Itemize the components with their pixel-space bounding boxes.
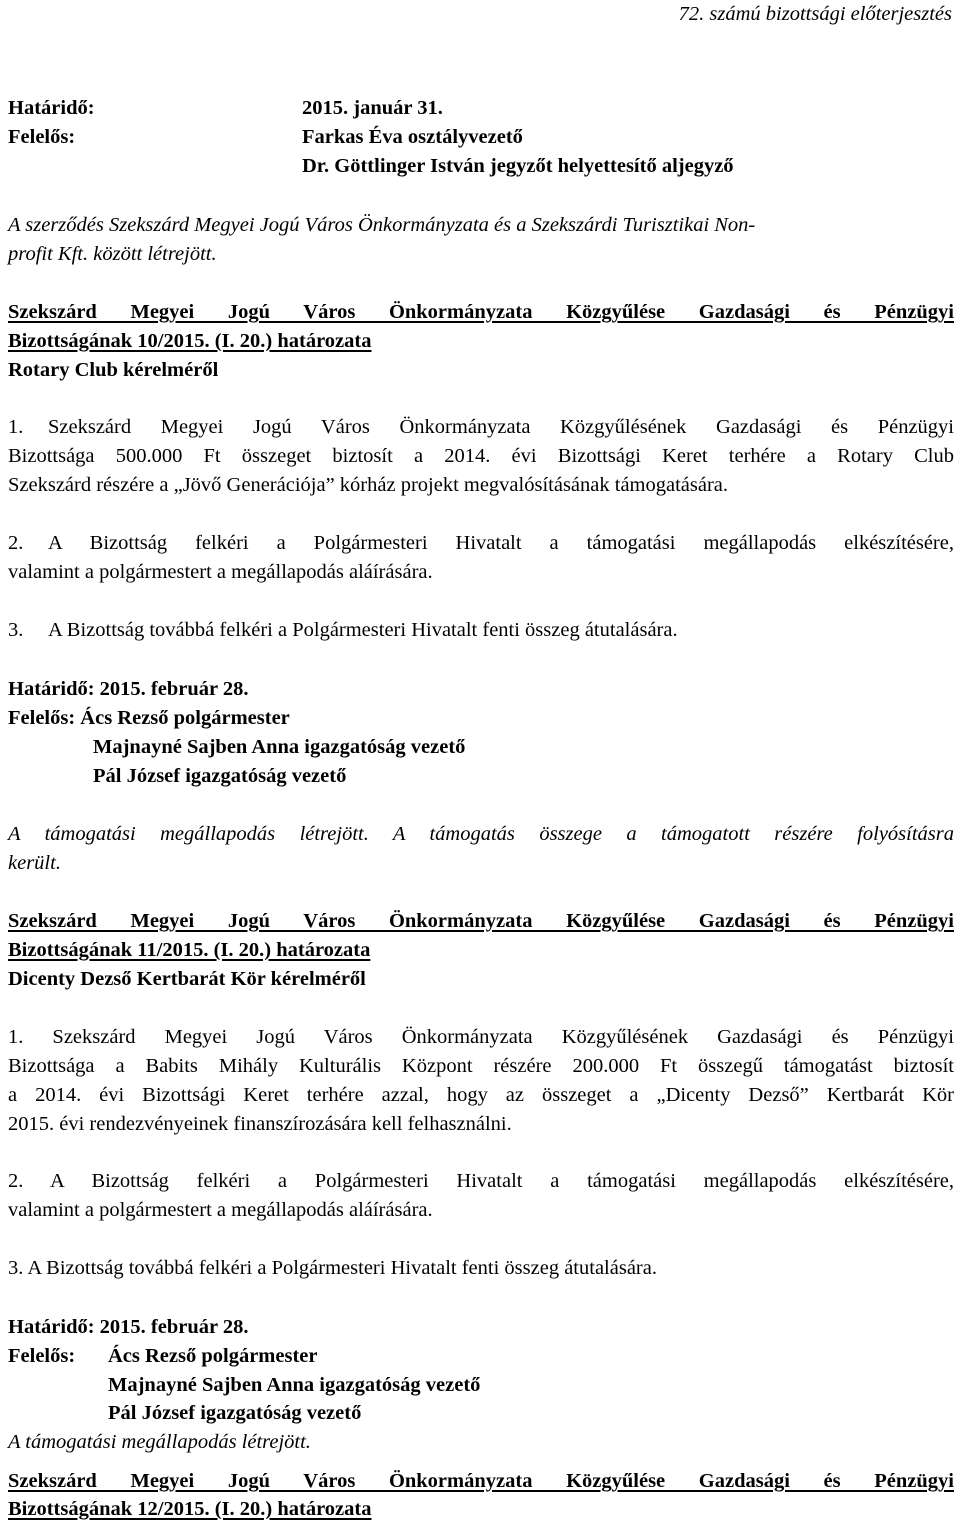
res10-subject: Rotary Club kérelméről [8,359,219,381]
res11-responsible-label: Felelős: [8,1345,76,1367]
res10-p3-text: A Bizottság továbbá felkéri a Polgármesteri Hivatalt fenti összeg átutalására. [48,619,678,641]
intro-responsible-row [8,124,954,150]
res10-p2-number: 2. [8,532,24,554]
res10-p1-line2: Bizottsága 500.000 Ft összeget biztosít a 2014. évi Bizottsági Keret terhére a Rotary Club [8,445,954,467]
res10-p3-line1 [8,617,954,643]
res11-responsible-2: Majnayné Sajben Anna igazgatóság vezető [108,1374,481,1396]
res10-responsible-2: Majnayné Sajben Anna igazgatóság vezető [93,736,466,758]
res11-responsible-1: Ács Rezső polgármester [108,1345,318,1367]
res11-responsible-row [8,1343,954,1369]
res11-p3-line1: 3. A Bizottság továbbá felkéri a Polgármesteri Hivatalt fenti összeg átutalására. [8,1257,657,1279]
res11-p1-line4: 2015. évi rendezvényeinek finanszírozására kell felhasználni. [8,1113,512,1135]
intro-responsible-1: Farkas Éva osztályvezető [302,126,523,148]
res11-p1-line2: Bizottsága a Babits Mihály Kulturális Központ részére 200.000 Ft összegű támogatást biztosít [8,1055,954,1077]
res10-p3-number: 3. [8,619,24,641]
res10-p2-text: A Bizottság felkéri a Polgármesteri Hivatalt a támogatási megállapodás elkészítésére, [48,532,954,554]
res11-title-line1: Szekszárd Megyei Jogú Város Önkormányzata Közgyűlése Gazdasági és Pénzügyi [8,910,954,932]
intro-deadline-label: Határidő: [8,97,95,119]
res10-responsible-3: Pál József igazgatóság vezető [93,765,347,787]
res10-p1-number: 1. [8,416,24,438]
res10-p1-line1 [8,414,954,440]
res10-deadline: Határidő: 2015. február 28. [8,678,249,700]
intro-report-line1: A szerződés Szekszárd Megyei Jogú Város Önkormányzata és a Szekszárdi Turisztikai Non- [8,214,756,236]
res11-p2-line2: valamint a polgármestert a megállapodás aláírására. [8,1199,433,1221]
intro-responsible-label: Felelős: [8,126,76,148]
res10-p2-line2: valamint a polgármestert a megállapodás aláírására. [8,561,433,583]
res10-p1-line3: Szekszárd részére a „Jövő Generációja” kórház projekt megvalósításának támogatására. [8,474,729,496]
res10-responsible: Felelős: Ács Rezső polgármester [8,707,290,729]
res11-p2-line1: 2. A Bizottság felkéri a Polgármesteri Hivatalt a támogatási megállapodás elkészítésére, [8,1170,954,1192]
res11-subject: Dicenty Dezső Kertbarát Kör kérelméről [8,968,366,990]
res11-title-line2: Bizottságának 11/2015. (I. 20.) határozata [8,939,371,961]
intro-deadline-value: 2015. január 31. [302,97,443,119]
res11-report: A támogatási megállapodás létrejött. [8,1431,311,1453]
res11-p1-line3: a 2014. évi Bizottsági Keret terhére azzal, hogy az összeget a „Dicenty Dezső” Kertbarát Kör [8,1084,954,1106]
intro-responsible-2: Dr. Göttlinger István jegyzőt helyettesítő aljegyző [302,155,734,177]
res10-p2-line1 [8,530,954,556]
res11-deadline: Határidő: 2015. február 28. [8,1316,249,1338]
res11-responsible-3: Pál József igazgatóság vezető [108,1402,362,1424]
intro-report-line2: profit Kft. között létrejött. [8,243,217,265]
res10-report-line1: A támogatási megállapodás létrejött. A támogatás összege a támogatott részére folyósításra [8,823,954,845]
res12-title-line1: Szekszárd Megyei Jogú Város Önkormányzata Közgyűlése Gazdasági és Pénzügyi [8,1470,954,1492]
res10-title-line1: Szekszárd Megyei Jogú Város Önkormányzata Közgyűlése Gazdasági és Pénzügyi [8,301,954,323]
document-number-header: 72. számú bizottsági előterjesztés [678,3,952,25]
intro-deadline-row [8,95,954,121]
res11-p1-line1: 1. Szekszárd Megyei Jogú Város Önkormányzata Közgyűlésének Gazdasági és Pénzügyi [8,1026,954,1048]
res12-title-line2: Bizottságának 12/2015. (I. 20.) határozata [8,1498,372,1520]
res10-title-line2: Bizottságának 10/2015. (I. 20.) határozata [8,330,372,352]
res10-p1-text: Szekszárd Megyei Jogú Város Önkormányzata Közgyűlésének Gazdasági és Pénzügyi [48,416,954,438]
res10-report-line2: került. [8,852,61,874]
